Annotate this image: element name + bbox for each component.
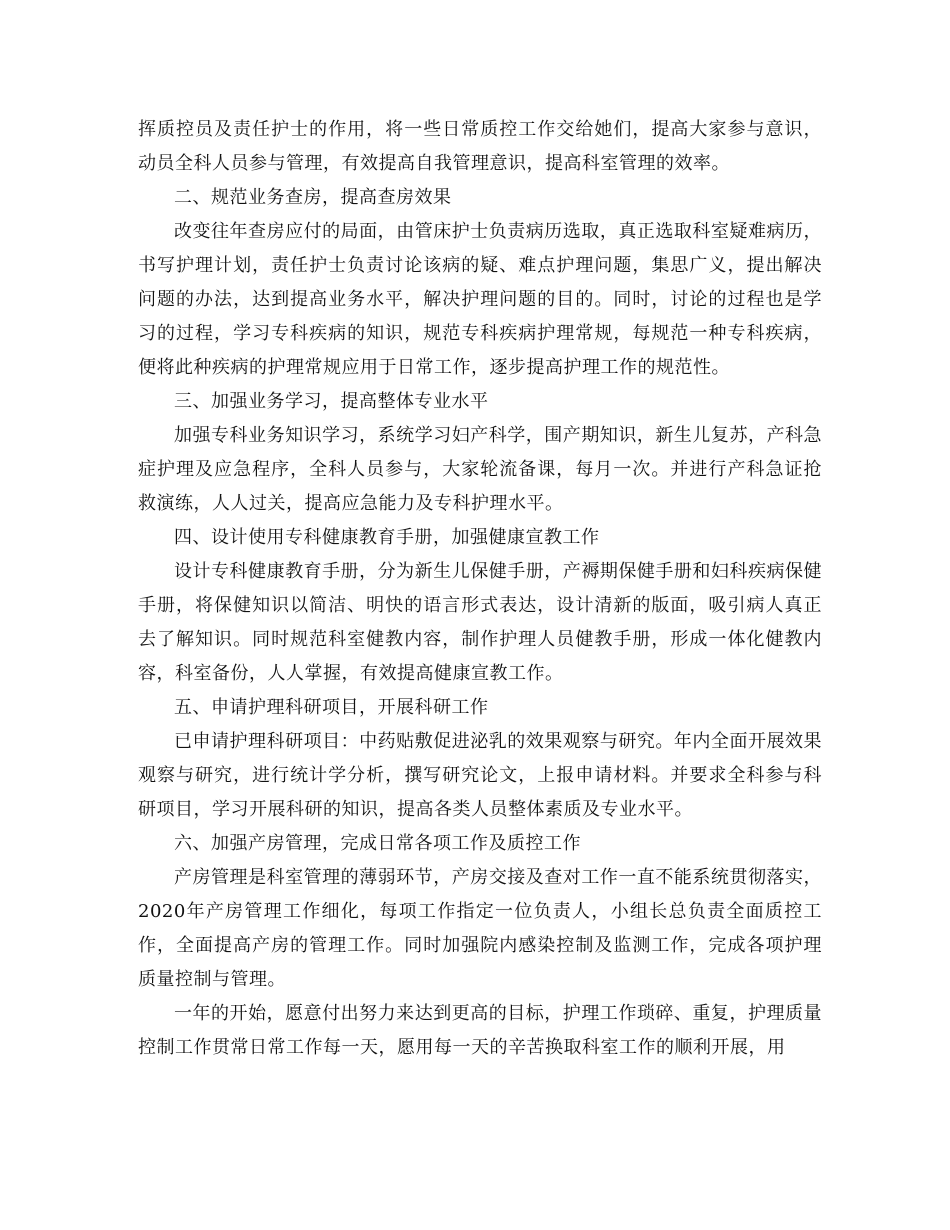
section-heading-2: 二、规范业务查房，提高查房效果 [174,187,452,208]
paragraph-section-5: 已申请护理科研项目：中药贴敷促进泌乳的效果观察与研究。年内全面开展效果观察与研究，进行统计学分析，撰写研究论文，上报申请材料。并要求全科参与科研项目，学习开展科研的知识，提高各类人员整体素质及专业水平。 [138,731,822,820]
paragraph-section-3: 加强专科业务知识学习，系统学习妇产科学，围产期知识，新生儿复苏，产科急症护理及应急程序，全科人员参与，大家轮流备课，每月一次。并进行产科急证抢救演练，人人过关，提高应急能力及专科护理水平。 [138,425,822,514]
section-heading-6: 六、加强产房管理，完成日常各项工作及质控工作 [174,833,581,854]
section-heading-5: 五、申请护理科研项目，开展科研工作 [174,697,489,718]
section-heading-4: 四、设计使用专科健康教育手册，加强健康宣教工作 [174,527,600,548]
paragraph-intro-continuation: 挥质控员及责任护士的作用，将一些日常质控工作交给她们，提高大家参与意识，动员全科人员参与管理，有效提高自我管理意识，提高科室管理的效率。 [138,119,822,174]
paragraph-section-2: 改变往年查房应付的局面，由管床护士负责病历选取，真正选取科室疑难病历，书写护理计划，责任护士负责讨论该病的疑、难点护理问题，集思广义，提出解决问题的办法，达到提高业务水平，解决护理问题的目的。同时，讨论的过程也是学习的过程，学习专科疾病的知识，规范专科疾病护理常规，每规范一种专科疾病，便将此种疾病的护理常规应用于日常工作，逐步提高护理工作的规范性。 [138,221,822,378]
paragraph-section-6: 产房管理是科室管理的薄弱环节，产房交接及查对工作一直不能系统贯彻落实，2020年产房管理工作细化，每项工作指定一位负责人，小组长总负责全面质控工作，全面提高产房的管理工作。同时加强院内感染控制及监测工作，完成各项护理质量控制与管理。 [138,867,822,990]
document-body [138,113,822,1065]
paragraph-section-4: 设计专科健康教育手册，分为新生儿保健手册，产褥期保健手册和妇科疾病保健手册，将保健知识以简洁、明快的语言形式表达，设计清新的版面，吸引病人真正去了解知识。同时规范科室健教内容，制作护理人员健教手册，形成一体化健教内容，科室备份，人人掌握，有效提高健康宣教工作。 [138,561,822,684]
section-heading-3: 三、加强业务学习，提高整体专业水平 [174,391,489,412]
paragraph-closing: 一年的开始，愿意付出努力来达到更高的目标，护理工作琐碎、重复，护理质量控制工作贯常日常工作每一天，愿用每一天的辛苦换取科室工作的顺利开展，用 [138,1003,822,1058]
